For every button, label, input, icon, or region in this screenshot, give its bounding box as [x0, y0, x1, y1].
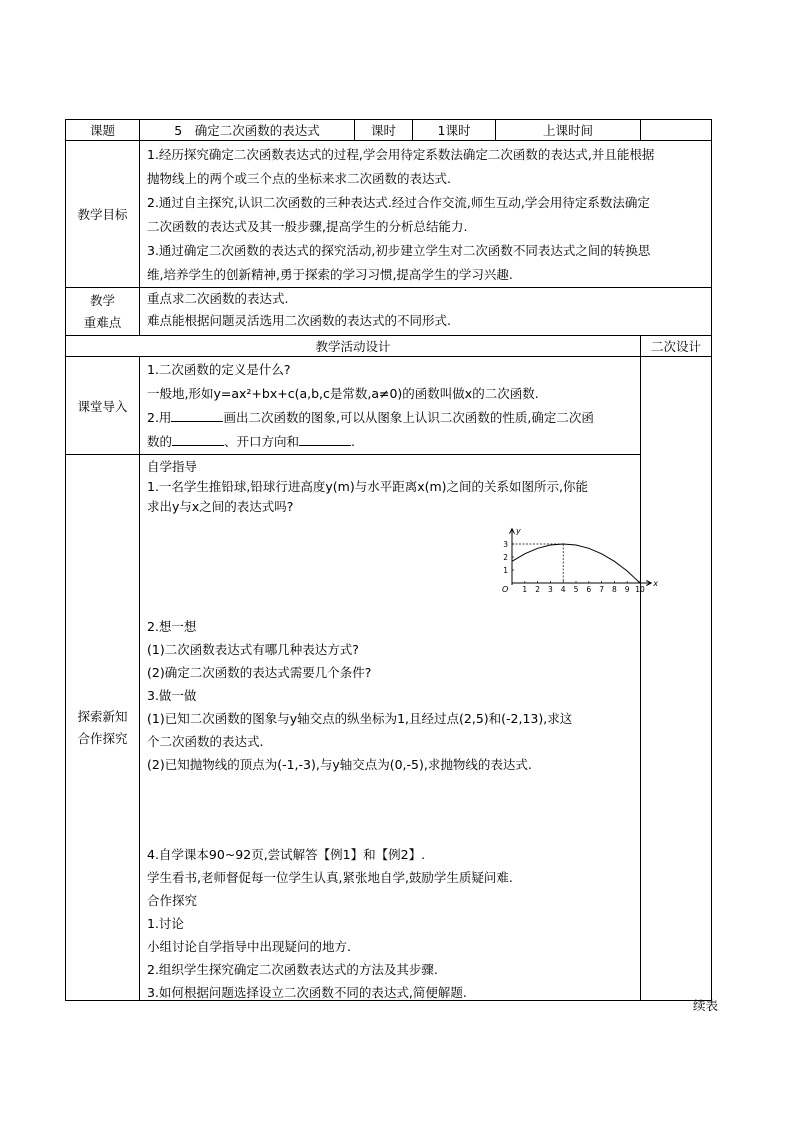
think-line: (1)二次函数表达式有哪几种表达方式? [147, 642, 359, 657]
topic-value: 5 确定二次函数的表达式 [140, 120, 355, 141]
do-line: 个二次函数的表达式. [147, 734, 264, 749]
fill-blank [172, 432, 224, 446]
objective-line: 二次函数的表达式及其一般步骤,提高学生的分析总结能力. [147, 219, 468, 234]
self-study-line: 学生看书,老师督促每一位学生认真,紧张地自学,鼓励学生质疑问难. [147, 870, 513, 885]
time-value [641, 120, 712, 141]
x-tick-label: 4 [560, 585, 566, 594]
key-points-content [140, 288, 712, 336]
x-tick-label: 8 [612, 585, 617, 594]
objectives-label: 教学目标 [66, 141, 140, 288]
time-label: 上课时间 [496, 120, 641, 141]
fill-blank [171, 408, 223, 422]
think-title: 2.想一想 [147, 619, 197, 634]
y-tick-label: 2 [503, 553, 508, 562]
explore-label: 探索新知 合作探究 [66, 455, 140, 1001]
lesson-plan-table [65, 119, 712, 1001]
intro-line: 1.二次函数的定义是什么? [147, 362, 291, 377]
explore-content [140, 455, 658, 1001]
activity-design-header: 教学活动设计 [66, 336, 641, 357]
intro-line: 一般地,形如y=ax²+bx+c(a,b,c是常数,a≠0)的函数叫做x的二次函数. [147, 386, 539, 401]
key-points-label: 教学 重难点 [66, 288, 140, 336]
x-tick-label: 9 [624, 585, 630, 594]
intro-line: 数的 、开口方向和 . [147, 434, 356, 449]
objective-line: 抛物线上的两个或三个点的坐标来求二次函数的表达式. [147, 171, 451, 186]
discussion-line: 小组讨论自学指导中出现疑问的地方. [147, 939, 351, 954]
fill-blank [299, 432, 351, 446]
hours-value: 1课时 [413, 120, 496, 141]
self-study-title: 自学指导 [147, 459, 198, 474]
key-point-line: 难点能根据问题灵活选用二次函数的表达式的不同形式. [147, 313, 451, 328]
key-point-line: 重点求二次函数的表达式. [147, 291, 289, 306]
topic-label: 课题 [66, 120, 140, 141]
discussion-line: 2.组织学生探究确定二次函数表达式的方法及其步骤. [147, 962, 438, 977]
x-tick-label: 1 [522, 585, 528, 594]
y-tick-label: 3 [503, 540, 508, 549]
continued-note: 续表 [693, 998, 719, 1013]
x-tick-label: 3 [548, 585, 553, 594]
think-line: (2)确定二次函数的表达式需要几个条件? [147, 665, 372, 680]
objective-line: 2.通过自主探究,认识二次函数的三种表达式.经过合作交流,师生互动,学会用待定系数法确定 [147, 195, 650, 210]
origin-label: O [502, 585, 509, 594]
objective-line: 3.通过确定二次函数的表达式的探究活动,初步建立学生对二次函数不同表达式之间的转换思 [147, 243, 651, 258]
objective-line: 维,培养学生的创新精神,勇于探索的学习习惯,提高学生的学习兴趣. [147, 267, 513, 282]
x-tick-label: 7 [599, 585, 604, 594]
x-tick-label: 5 [573, 585, 579, 594]
x-tick-label: 10 [635, 585, 645, 594]
do-line: (1)已知二次函数的图象与y轴交点的纵坐标为1,且经过点(2,5)和(-2,13),求这 [147, 711, 573, 726]
second-design-cell [641, 357, 712, 1001]
do-title: 3.做一做 [147, 688, 197, 703]
parabola-curve [512, 544, 640, 583]
hours-label: 课时 [355, 120, 413, 141]
discussion-title: 1.讨论 [147, 916, 184, 931]
self-study-line: 4.自学课本90~92页,尝试解答【例1】和【例2】. [147, 847, 426, 862]
discussion-line: 3.如何根据问题选择设立二次函数不同的表达式,简便解题. [147, 985, 467, 1000]
intro-line: 2.用 画出二次函数的图象,可以从图象上认识二次函数的性质,确定二次函 [147, 410, 594, 425]
question-line: 求出y与x之间的表达式吗? [147, 499, 294, 514]
shot-put-graph [496, 513, 666, 597]
y-axis-label: y [516, 526, 521, 536]
y-tick-label: 1 [503, 566, 508, 575]
intro-content [140, 357, 641, 455]
question-line: 1.一名学生推铅球,铅球行进高度y(m)与水平距离x(m)之间的关系如图所示,你能 [147, 479, 589, 494]
second-design-header: 二次设计 [641, 336, 712, 357]
objective-line: 1.经历探究确定二次函数表达式的过程,学会用待定系数法确定二次函数的表达式,并且能根据 [147, 147, 655, 162]
do-line: (2)已知抛物线的顶点为(-1,-3),与y轴交点为(0,-5),求抛物线的表达式. [147, 757, 532, 772]
coop-title: 合作探究 [147, 893, 198, 908]
x-axis-label: x [653, 579, 658, 588]
intro-label: 课堂导入 [66, 357, 140, 455]
x-tick-label: 6 [586, 585, 592, 594]
x-tick-label: 2 [535, 585, 540, 594]
objectives-content [140, 141, 712, 288]
